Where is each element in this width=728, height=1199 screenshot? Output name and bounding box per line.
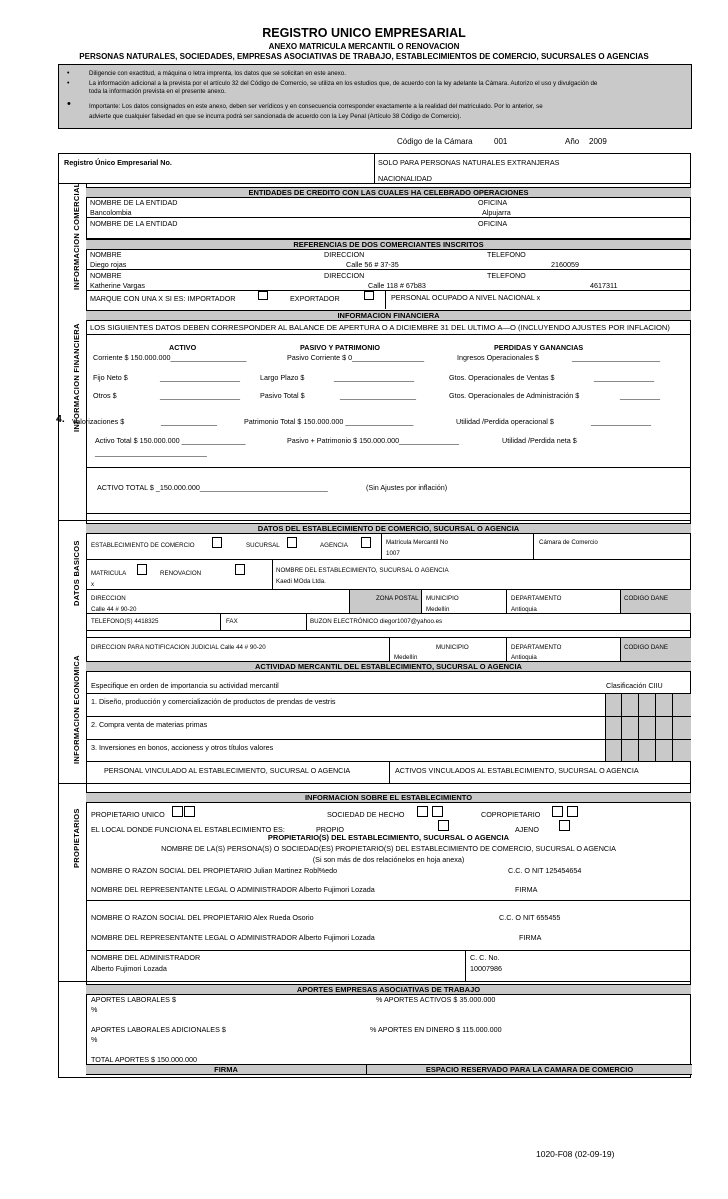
section-financiera-title: INFORMACION FINANCIERA bbox=[86, 310, 691, 321]
ajeno-label: AJENO bbox=[515, 825, 539, 834]
perdidas-heading: PERDIDAS Y GANANCIAS bbox=[494, 343, 584, 352]
propietario-1-firma: FIRMA bbox=[515, 885, 538, 894]
gastos-ventas-field[interactable]: _______________ bbox=[594, 373, 654, 382]
actividad-3: 3. Inversiones en bonos, accioness y otros títulos valores bbox=[91, 743, 274, 752]
propietario-unico-label: PROPIETARIO UNICO bbox=[91, 810, 165, 819]
form-subtitle-2: PERSONAS NATURALES, SOCIEDADES, EMPRESAS ASOCIATIVAS DE TRABAJO, ESTABLECIMIENTOS DE COMERCIO, SUCURSALES O AGENCIAS bbox=[79, 52, 649, 61]
largo-label: Largo Plazo $ bbox=[260, 373, 305, 382]
registro-label: Registro Único Empresarial No. bbox=[64, 158, 172, 167]
divider bbox=[620, 637, 621, 661]
note-3a: Importante: Los datos consignados en este anexo, deben ser verídicos y en consecuencia corresponder exactamente a la realidad del matriculado. Por lo anterior, se bbox=[89, 103, 543, 110]
aportes-adicionales-pct: % bbox=[91, 1035, 98, 1044]
municipio-value-2: Medellín bbox=[394, 654, 418, 661]
departamento-value: Antioquia bbox=[511, 606, 537, 613]
form-subtitle: ANEXO MATRICULA MERCANTIL O RENOVACION bbox=[268, 42, 460, 51]
divider bbox=[620, 589, 621, 613]
divider bbox=[86, 739, 691, 740]
agencia-checkbox[interactable] bbox=[361, 537, 371, 548]
note-3b: advierte que cualquier falsedad en que se incurra podrá ser sancionada de acuerdo con la Ley Penal (Artículo 38 Código de Comercio). bbox=[89, 113, 462, 120]
divider bbox=[655, 694, 656, 761]
nombre-establecimiento-value: Kaedi MOda Ltda. bbox=[276, 578, 326, 585]
utilidad-op-field[interactable]: _______________ bbox=[591, 417, 651, 426]
otros-label: Otros $ bbox=[93, 391, 117, 400]
ref-nombre-label-2: NOMBRE bbox=[90, 271, 122, 280]
divider bbox=[58, 783, 691, 784]
departamento-label: DEPARTAMENTO bbox=[511, 595, 562, 602]
divider bbox=[220, 613, 221, 630]
valorizaciones-label: Valorizaciones $ bbox=[72, 417, 125, 426]
bullet: • bbox=[67, 80, 70, 87]
divider bbox=[605, 739, 691, 740]
activo-heading: ACTIVO bbox=[169, 343, 197, 352]
direccion-label: DIRECCION bbox=[91, 595, 126, 602]
establecimiento-checkbox[interactable] bbox=[212, 537, 222, 548]
ref-direccion-label-2: DIRECCION bbox=[324, 271, 365, 280]
ref1-nombre: Diego rojas bbox=[90, 260, 127, 269]
divider bbox=[86, 559, 691, 560]
bullet: • bbox=[67, 70, 70, 77]
ref-direccion-label: DIRECCION bbox=[324, 250, 365, 259]
divider bbox=[621, 694, 622, 761]
actividad-2: 2. Compra venta de materias primas bbox=[91, 720, 208, 729]
divider bbox=[421, 589, 422, 613]
divider bbox=[389, 637, 390, 661]
establecimiento-label: ESTABLECIMIENTO DE COMERCIO bbox=[91, 542, 195, 549]
item-number: 4. bbox=[56, 413, 65, 425]
codigo-dane-label-2: CODIGO DANE bbox=[624, 644, 669, 651]
sin-ajustes-note: (Sin Ajustes por inflación) bbox=[366, 483, 448, 492]
section-credito-title: ENTIDADES DE CREDITO CON LAS CUALES HA CELEBRADO OPERACIONES bbox=[86, 187, 691, 198]
personal-vinculado: PERSONAL VINCULADO AL ESTABLECIMIENTO, SUCURSAL O AGENCIA bbox=[104, 766, 351, 775]
patrimonio-field[interactable]: Patrimonio Total $ 150.000.000 _________________ bbox=[244, 417, 414, 426]
nacionalidad-label: NACIONALIDAD bbox=[378, 174, 432, 183]
entidad-value: Bancolombia bbox=[90, 208, 132, 217]
camara-label: Cámara de Comercio bbox=[539, 539, 598, 546]
ajeno-checkbox[interactable] bbox=[559, 820, 570, 831]
gastos-admin-label: Gtos. Operacionales de Administración $ bbox=[449, 391, 580, 400]
telefono-field: TELEFONO(S) 4418325 bbox=[91, 618, 159, 625]
divider bbox=[86, 269, 691, 270]
section-actividad-title: ACTIVIDAD MERCANTIL DEL ESTABLECIMIENTO, SUCURSAL O AGENCIA bbox=[86, 661, 691, 672]
entidad-label-2: NOMBRE DE LA ENTIDAD bbox=[90, 219, 178, 228]
side-label-financiera: INFORMACION FINANCIERA bbox=[72, 323, 81, 432]
activo-total-2-field[interactable]: ACTIVO TOTAL $ _150.000.000________________________________ bbox=[97, 483, 328, 492]
matricula-label: MATRICULA bbox=[91, 570, 127, 577]
note-2b: toda la información prevista en el presente anexo. bbox=[89, 88, 226, 95]
propietario-2-nombre: NOMBRE O RAZON SOCIAL DEL PROPIETARIO Alex Rueda Osorio bbox=[91, 913, 314, 922]
ingresos-field[interactable]: ______________________ bbox=[572, 353, 660, 362]
propio-checkbox[interactable] bbox=[438, 820, 449, 831]
administrador-label: NOMBRE DEL ADMINISTRADOR bbox=[91, 953, 201, 962]
copropietario-checkbox[interactable] bbox=[552, 806, 563, 817]
financiera-intro: LOS SIGUIENTES DATOS DEBEN CORRESPONDER AL BALANCE DE APERTURA O A DICIEMBRE 31 DEL ULTIMO A—O (INCLUYENDO AJUSTES POR INFLACION) bbox=[90, 323, 670, 332]
sociedad-hecho-checkbox[interactable] bbox=[417, 806, 428, 817]
exportador-checkbox[interactable] bbox=[364, 291, 374, 300]
fijo-label: Fijo Neto $ bbox=[93, 373, 128, 382]
actividad-1: 1. Diseño, producción y comercialización de productos de prendas de vestris bbox=[91, 697, 336, 706]
agencia-label: AGENCIA bbox=[320, 542, 348, 549]
divider bbox=[86, 693, 691, 694]
section-aportes-title: APORTES EMPRESAS ASOCIATIVAS DE TRABAJO bbox=[86, 984, 691, 995]
fijo-field[interactable]: ____________________ bbox=[160, 373, 240, 382]
espacio-camara-label: ESPACIO RESERVADO PARA LA CAMARA DE COMERCIO bbox=[366, 1064, 692, 1075]
ref2-nombre: Katherine Vargas bbox=[90, 281, 146, 290]
exportador-label: EXPORTADOR bbox=[290, 294, 340, 303]
copropietario-checkbox-2[interactable] bbox=[567, 806, 578, 817]
departamento-value-2: Antioquia bbox=[511, 654, 537, 661]
section-propietarios-title: INFORMACION SOBRE EL ESTABLECIMIENTO bbox=[86, 792, 691, 803]
entidad-label: NOMBRE DE LA ENTIDAD bbox=[90, 198, 178, 207]
propio-label: PROPIO bbox=[316, 825, 344, 834]
ref1-direccion: Calle 56 # 37-35 bbox=[346, 260, 399, 269]
divider bbox=[605, 716, 691, 717]
divider bbox=[58, 981, 691, 982]
local-label: EL LOCAL DONDE FUNCIONA EL ESTABLECIMIENTO ES: bbox=[91, 825, 285, 834]
sociedad-hecho-checkbox-2[interactable] bbox=[432, 806, 443, 817]
divider bbox=[86, 900, 691, 901]
cc-label: C. C. No. bbox=[470, 953, 500, 962]
ingresos-label: Ingresos Operacionales $ bbox=[457, 353, 539, 362]
section-propietarios-2-title: PROPIETARIO(S) DEL ESTABLECIMIENTO, SUCURSAL O AGENCIA bbox=[267, 833, 510, 842]
divider bbox=[389, 761, 390, 783]
bullet: • bbox=[67, 98, 71, 110]
ref-nombre-label: NOMBRE bbox=[90, 250, 122, 259]
notificacion-field: DIRECCION PARA NOTIFICACION JUDICIAL Calle 44 # 90-20 bbox=[91, 644, 266, 651]
divider bbox=[58, 520, 691, 521]
divider bbox=[506, 589, 507, 613]
note-1: Diligencie con exactitud, a máquina o letra imprenta, los datos que se solicitan en este anexo. bbox=[89, 70, 346, 77]
aportes-dinero: % APORTES EN DINERO $ 115.000.000 bbox=[370, 1025, 502, 1034]
renovacion-checkbox[interactable] bbox=[235, 564, 245, 575]
oficina-value: Alpujarra bbox=[482, 208, 511, 217]
largo-field[interactable]: ____________________ bbox=[334, 373, 414, 382]
importador-checkbox[interactable] bbox=[258, 291, 268, 300]
section-referencias-title: REFERENCIAS DE DOS COMERCIANTES INSCRITOS bbox=[86, 239, 691, 250]
divider bbox=[605, 694, 606, 761]
codigo-camara-label: Código de la Cámara bbox=[397, 137, 473, 146]
codigo-dane-label: CODIGO DANE bbox=[624, 595, 669, 602]
divider bbox=[86, 217, 691, 218]
ciiu-grid[interactable] bbox=[605, 694, 691, 761]
renovacion-label: RENOVACION bbox=[160, 570, 202, 577]
divider bbox=[86, 334, 691, 335]
divider bbox=[86, 950, 691, 951]
propietario-1-representante: NOMBRE DEL REPRESENTANTE LEGAL O ADMINISTRADOR Alberto Fujimori Lozada bbox=[91, 885, 375, 894]
propietario-2-cc: C.C. O NIT 655455 bbox=[499, 913, 561, 922]
divider bbox=[86, 630, 691, 631]
municipio-label: MUNICIPIO bbox=[426, 595, 459, 602]
personal-ocupado: PERSONAL OCUPADO A NIVEL NACIONAL x bbox=[391, 293, 541, 302]
valorizaciones-field[interactable]: ______________ bbox=[161, 417, 217, 426]
activos-vinculados: ACTIVOS VINCULADOS AL ESTABLECIMIENTO, SUCURSAL O AGENCIA bbox=[395, 766, 639, 775]
side-label-economica: INFORMACION ECONOMICA bbox=[72, 655, 81, 764]
municipio-value: Medellín bbox=[426, 606, 450, 613]
matricula-mark: x bbox=[91, 581, 95, 588]
nombre-establecimiento-label: NOMBRE DEL ESTABLECIMIENTO, SUCURSAL O AGENCIA bbox=[276, 567, 449, 574]
divider bbox=[533, 534, 534, 559]
sociedad-hecho-label: SOCIEDAD DE HECHO bbox=[327, 810, 405, 819]
especifique-label: Especifique en orden de importancia su actividad mercantil bbox=[91, 681, 279, 690]
pasivo-total-label: Pasivo Total $ bbox=[260, 391, 305, 400]
corriente-field[interactable]: Corriente $ 150.000.000___________________ bbox=[93, 353, 247, 362]
sucursal-label: SUCURSAL bbox=[246, 542, 280, 549]
fax-label: FAX bbox=[226, 618, 238, 625]
pasivo-total-field[interactable]: ___________________ bbox=[340, 391, 416, 400]
pasivo-corriente-field[interactable]: Pasivo Corriente $ 0__________________ bbox=[287, 353, 425, 362]
gastos-admin-field[interactable]: __________ bbox=[620, 391, 660, 400]
side-label-comercial: INFORMACION COMERCIAL bbox=[72, 182, 81, 290]
divider bbox=[306, 613, 307, 630]
municipio-label-2: MUNICIPIO bbox=[436, 644, 469, 651]
codigo-camara-value: 001 bbox=[494, 137, 508, 146]
ciiu-label: Clasificación CIIU bbox=[606, 681, 663, 690]
divider bbox=[58, 183, 691, 184]
side-label-propietarios: PROPIETARIOS bbox=[72, 808, 81, 868]
divider bbox=[349, 589, 350, 613]
divider bbox=[506, 637, 507, 661]
propietario-2-representante: NOMBRE DEL REPRESENTANTE LEGAL O ADMINISTRADOR Alberto Fujimori Lozada bbox=[91, 933, 375, 942]
ref2-telefono: 4617311 bbox=[590, 281, 618, 290]
oficina-label: OFICINA bbox=[478, 198, 508, 207]
sucursal-checkbox[interactable] bbox=[287, 537, 297, 548]
aportes-activos: % APORTES ACTIVOS $ 35.000.000 bbox=[376, 995, 496, 1004]
propietario-2-firma: FIRMA bbox=[519, 933, 542, 942]
note-2a: La información adicional a la prevista por el artículo 32 del Código de Comercio, se utiliza en los estudios que, de acuerdo con la ley adelante la Cámara. Autorizo el uso y divulgación de bbox=[89, 80, 598, 87]
propietario-unico-checkbox[interactable] bbox=[172, 806, 183, 817]
direccion-value: Calle 44 # 90-20 bbox=[91, 606, 137, 613]
propietarios-instruccion: NOMBRE DE LA(S) PERSONA(S) O SOCIEDAD(ES) PROPIETARIO(S) DEL ESTABLECIMIENTO DE COMERCIO, SUCURSAL O AGENCIA bbox=[161, 844, 616, 853]
divider bbox=[638, 694, 639, 761]
matricula-no-label: Matrícula Mercantil No bbox=[386, 539, 448, 546]
utilidad-neta-label: Utilidad /Perdida neta $ bbox=[502, 436, 577, 445]
ref1-telefono: 2160059 bbox=[551, 260, 579, 269]
matricula-no-value: 1007 bbox=[386, 550, 400, 557]
propietarios-nota: (Si son más de dos relaciónelos en hoja anexa) bbox=[312, 855, 465, 864]
divider bbox=[672, 694, 673, 761]
pasivo-heading: PASIVO Y PATRIMONIO bbox=[300, 343, 381, 352]
otros-field[interactable]: ____________________ bbox=[160, 391, 240, 400]
section-establecimiento-title: DATOS DEL ESTABLECIMIENTO DE COMERCIO, SUCURSAL O AGENCIA bbox=[86, 523, 691, 534]
aportes-laborales-pct: % bbox=[91, 1005, 98, 1014]
pasivo-patrimonio-field[interactable]: Pasivo + Patrimonio $ 150.000.000_______________ bbox=[287, 436, 460, 445]
divider bbox=[374, 153, 375, 183]
divider bbox=[86, 290, 691, 291]
matricula-checkbox[interactable] bbox=[137, 564, 147, 575]
ref-telefono-label-2: TELEFONO bbox=[487, 271, 526, 280]
copropietario-label: COPROPIETARIO bbox=[481, 810, 541, 819]
anio-value: 2009 bbox=[589, 137, 607, 146]
administrador-value: Alberto Fujimori Lozada bbox=[91, 964, 167, 973]
ref-telefono-label: TELEFONO bbox=[487, 250, 526, 259]
activo-total-field[interactable]: Activo Total $ 150.000.000 ________________ bbox=[95, 436, 246, 445]
propietario-unico-checkbox-2[interactable] bbox=[184, 806, 195, 817]
divider bbox=[272, 559, 273, 589]
zona-postal-label: ZONA POSTAL bbox=[376, 595, 419, 602]
cc-value: 10007986 bbox=[470, 964, 502, 973]
form-title: REGISTRO UNICO EMPRESARIAL bbox=[262, 26, 466, 40]
divider bbox=[381, 534, 382, 559]
propietario-1-nombre: NOMBRE O RAZON SOCIAL DEL PROPIETARIO Julian Martinez Robl%edo bbox=[91, 866, 338, 875]
gastos-ventas-label: Gtos. Operacionales de Ventas $ bbox=[449, 373, 555, 382]
departamento-label-2: DEPARTAMENTO bbox=[511, 644, 562, 651]
divider bbox=[385, 290, 386, 309]
propietario-1-cc: C.C. O NIT 125454654 bbox=[508, 866, 582, 875]
utilidad-neta-field[interactable]: ____________________________ bbox=[95, 448, 207, 457]
marque-label: MARQUE CON UNA X SI ES: IMPORTADOR bbox=[90, 294, 236, 303]
divider bbox=[465, 950, 466, 981]
aportes-adicionales-label: APORTES LABORALES ADICIONALES $ bbox=[91, 1025, 226, 1034]
divider bbox=[86, 716, 691, 717]
firma-label: FIRMA bbox=[86, 1064, 366, 1075]
extranjeros-label: SOLO PARA PERSONAS NATURALES EXTRANJERAS bbox=[378, 158, 560, 167]
buzon-field: BUZON ELECTRÓNICO diegor1007@yahoo.es bbox=[310, 618, 443, 625]
divider bbox=[86, 613, 691, 614]
side-label-basicos: DATOS BASICOS bbox=[72, 540, 81, 606]
total-aportes: TOTAL APORTES $ 150.000.000 bbox=[91, 1055, 198, 1064]
ref2-direccion: Calle 118 # 67b83 bbox=[368, 281, 426, 290]
form-code: 1020-F08 (02-09-19) bbox=[536, 1149, 615, 1159]
anio-label: Año bbox=[565, 137, 580, 146]
oficina-label-2: OFICINA bbox=[478, 219, 508, 228]
utilidad-op-label: Utilidad /Perdida operacional $ bbox=[456, 417, 554, 426]
activo-total-box bbox=[86, 467, 691, 514]
aportes-laborales-label: APORTES LABORALES $ bbox=[91, 995, 176, 1004]
